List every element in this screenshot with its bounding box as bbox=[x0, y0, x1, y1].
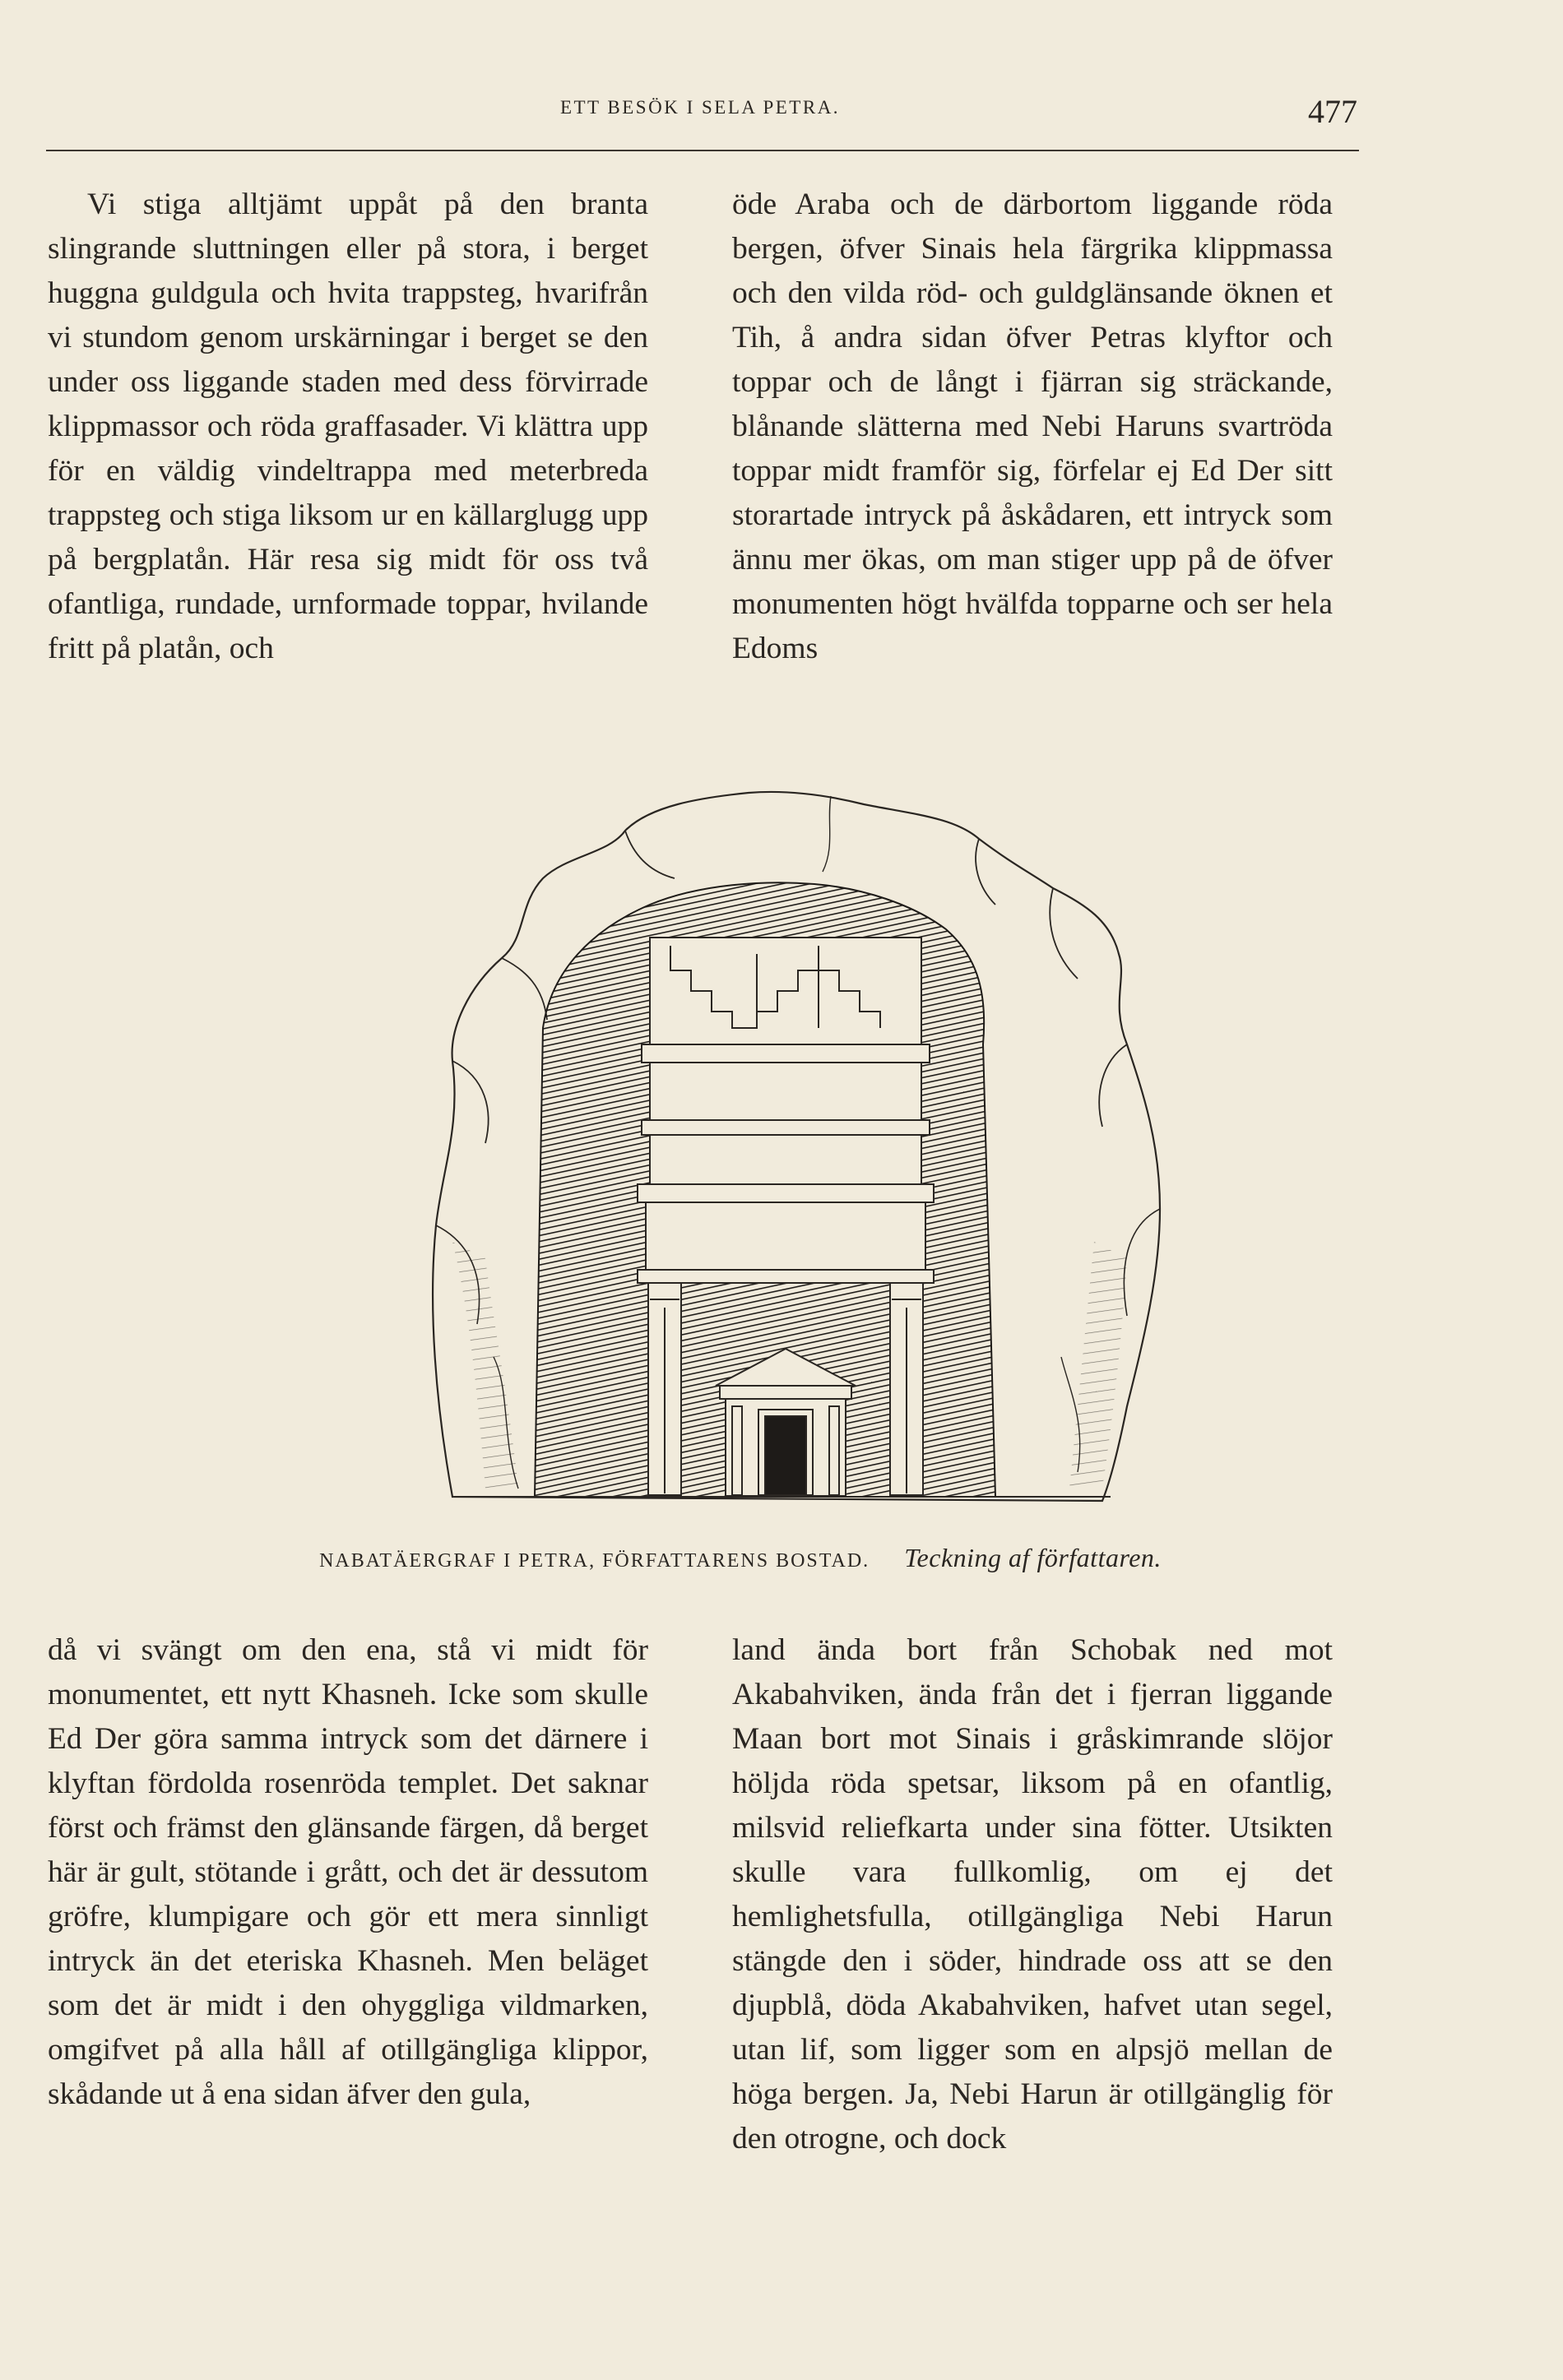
figure-caption bbox=[99, 1543, 1382, 1573]
paragraph: då vi svängt om den ena, stå vi midt för monumentet, ett nytt Khasneh. Icke som skulle Ed Der göra samma intryck som det därnere i klyftan fördolda rosenröda templet. Det saknar först och främst den glänsande färgen, då berget här är gult, stötande i grått, och det är dessutom gröfre, klumpigare och gör ett mera sinnligt intryck än det eteriska Khasneh. Men beläget som det är midt i den ohyggliga vildmarken, omgifvet på alla håll af otillgängliga klippor, skådande ut å ena sidan äfver den gula, bbox=[48, 1633, 648, 2111]
paragraph: Vi stiga alltjämt uppåt på den branta slingrande sluttningen eller på stora, i berget huggna guldgula och hvita trappsteg, hvarifrån vi stundom genom urskärningar i berget se den under oss liggande staden med dess förvirrade klippmassor och röda graffasader. Vi klättra upp för en väldig vindeltrappa med meterbreda trappsteg och stiga liksom ur en källarglugg upp på bergplatån. Här resa sig midt för oss två ofantliga, rundade, urnformade toppar, hvilande fritt på platån, och bbox=[48, 188, 648, 665]
running-title: ETT BESÖK I SELA PETRA. bbox=[559, 97, 841, 118]
caption-credit: Teckning af författaren. bbox=[904, 1543, 1162, 1572]
text-column-bottom-right bbox=[732, 1628, 1333, 2161]
paragraph: land ända bort från Schobak ned mot Akabahviken, ända från det i fjerran liggande Maan bort mot Sinais i gråskimrande slöjor höljda röda spetsar, liksom på en ofantlig, milsvid reliefkarta under sina fötter. Utsikten skulle vara fullkomlig, om ej det hemlighetsfulla, otillgängliga Nebi Harun stängde den i söder, hindrade oss att se den djupblå, döda Akabahviken, hafvet utan segel, utan lif, som ligger som en alpsjö mellan de höga bergen. Ja, Nebi Harun är otillgänglig för den otrogne, och dock bbox=[732, 1633, 1333, 2155]
text-column-bottom-left bbox=[48, 1628, 648, 2117]
page-number: 477 bbox=[1308, 93, 1357, 130]
text-column-top-left bbox=[48, 183, 648, 671]
text-column-top-right bbox=[732, 183, 1333, 671]
paragraph: öde Araba och de därbortom liggande röda bergen, öfver Sinais hela färgrika klippmassa och den vilda röd- och guldglänsande öknen et Tih, å andra sidan öfver Petras klyftor och toppar och de långt i fjärran sig sträckande, blånande slätterna med Nebi Haruns svartröda toppar midt framför sig, förfelar ej Ed Der sitt storartade intryck på åskådaren, ett intryck som ännu mer ökas, om man stiger upp på de öfver monumenten högt hvälfda topparne och ser hela Edoms bbox=[732, 188, 1333, 665]
tomb-facade bbox=[638, 938, 934, 1496]
header-rule bbox=[46, 150, 1359, 151]
caption-text: NABATÄERGRAF I PETRA, FÖRFATTARENS BOSTAD. bbox=[319, 1550, 870, 1572]
tomb-illustration bbox=[403, 781, 1308, 1521]
